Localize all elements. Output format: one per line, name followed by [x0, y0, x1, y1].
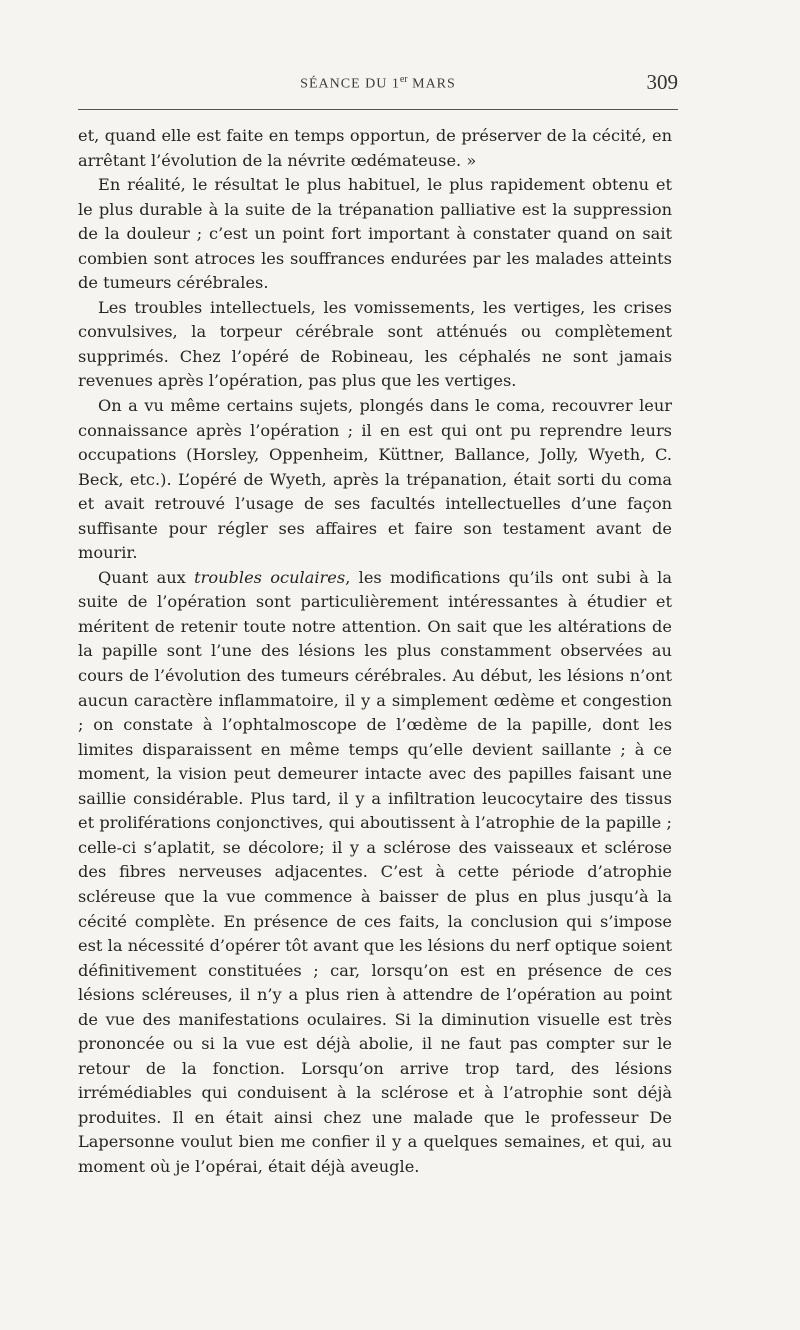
running-head-suffix: MARS	[407, 76, 456, 92]
paragraph-5-lead: Quant aux	[98, 567, 195, 587]
paragraph-1: et, quand elle est faite en temps opportun, de préserver de la cécité, en arrêtant l’évolution de la névrite œdémateuse. »	[78, 126, 672, 170]
page-header	[78, 70, 678, 98]
running-head	[78, 74, 678, 93]
paragraph-2: En réalité, le résultat le plus habituel, le plus rapidement obtenu et le plus durable à la suite de la trépanation palliative est la suppression de la douleur ; c’est un point fort important à constater quand on sait combien sont atroces les souffrances endurées par les malades atteints de tumeurs cérébrales.	[78, 175, 672, 293]
body-text	[78, 124, 672, 1180]
paragraph-5-rest: , les modifications qu’ils ont subi à la suite de l’opération sont particulièrement intéressantes à étudier et méritent de retenir toute notre attention. On sait que les altérations de la papille sont l’une des lésions les plus constamment observées au cours de l’évolution des tumeurs cérébrales. Au début, les lésions n’ont aucun caractère inflammatoire, il y a simplement œdème et congestion ; on constate à l’ophtalmoscope de l’œdème de la papille, dont les limites disparaissent en même temps qu’elle devient saillante ; à ce moment, la vision peut demeurer intacte avec des papilles faisant une saillie considérable. Plus tard, il y a infiltration leucocytaire des tissus et proliférations conjonctives, qui aboutissent à l’atrophie de la papille ; celle-ci s’aplatit, se décolore; il y a sclérose des vaisseaux et sclérose des fibres nerveuses adjacentes. C’est à cette période d’atrophie scléreuse que la vue commence à baisser de plus en plus jusqu’à la cécité complète. En présence de ces faits, la conclusion qui s’impose est la nécessité d’opérer tôt avant que les lésions du nerf optique soient définitivement constituées ; car, lorsqu’on est en présence de ces lésions scléreuses, il n’y a plus rien à attendre de l’opération au point de vue des manifestations oculaires. Si la diminution visuelle est très prononcée ou si la vue est déjà abolie, il ne faut pas compter sur le retour de la fonction. Lorsqu’on arrive trop tard, des lésions irrémédiables qui conduisent à la sclérose et à l’atrophie sont déjà produites. Il en était ainsi chez une malade que le professeur De Lapersonne voulut bien me confier il y a quelques semaines, et qui, au moment où je l’opérai, était déjà aveugle.	[78, 567, 673, 1176]
header-rule	[78, 109, 678, 110]
paragraph-5	[78, 566, 672, 1180]
running-head-superscript: er	[399, 74, 408, 85]
running-head-prefix: SÉANCE DU 1	[300, 76, 400, 92]
paragraph-3: Les troubles intellectuels, les vomissements, les vertiges, les crises convulsives, la torpeur cérébrale sont atténués ou complètement supprimés. Chez l’opéré de Robineau, les céphalés ne sont jamais revenues après l’opération, pas plus que les vertiges.	[78, 297, 672, 391]
page-number: 309	[646, 70, 678, 94]
paragraph-4: On a vu même certains sujets, plongés dans le coma, recouvrer leur connaissance après l’opération ; il en est qui ont pu reprendre leurs occupations (Horsley, Oppenheim, Küttner, Ballance, Jolly, Wyeth, C. Beck, etc.). L’opéré de Wyeth, après la trépanation, était sorti du coma et avait retrouvé l’usage de ses facultés intellectuelles d’une façon suffisante pour régler ses affaires et faire son testament avant de mourir.	[78, 396, 672, 563]
paragraph-5-italic: troubles oculaires	[194, 567, 346, 587]
